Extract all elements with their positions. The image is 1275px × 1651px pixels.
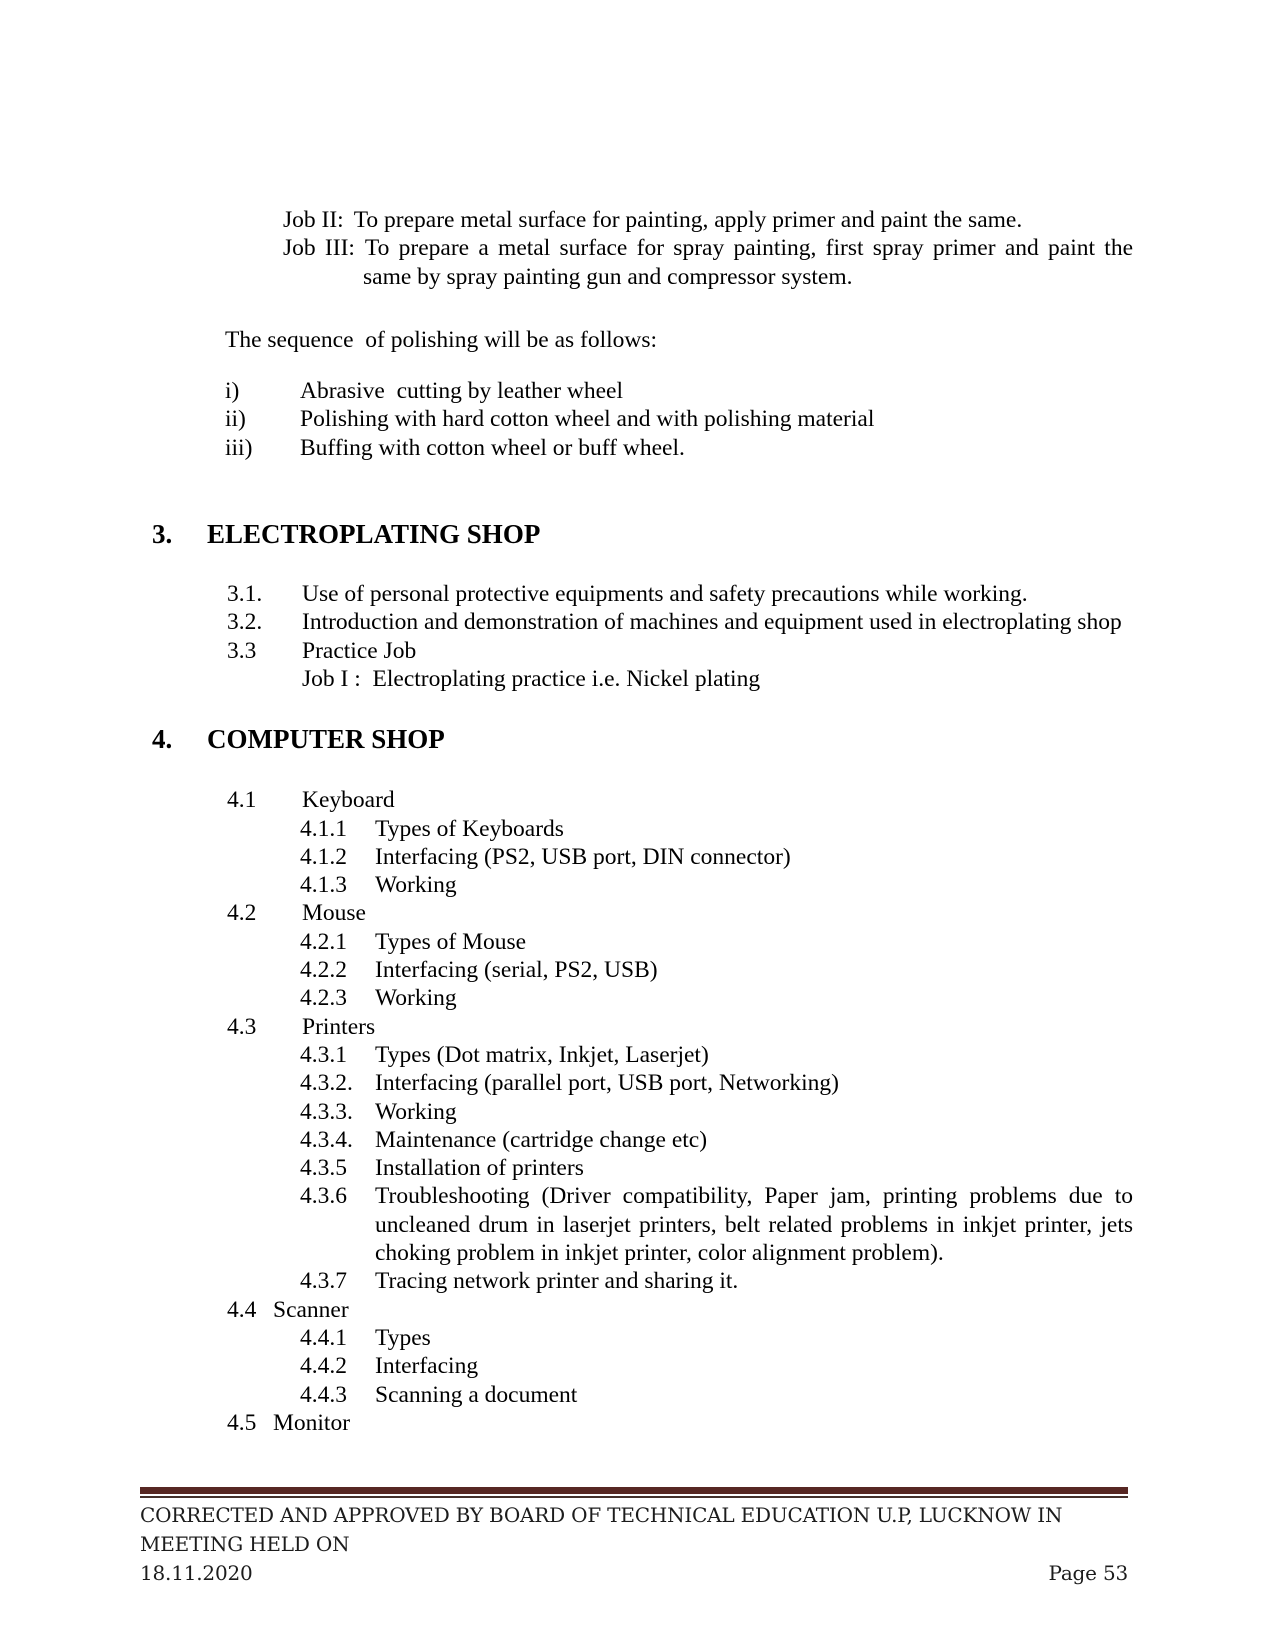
section-heading — [152, 724, 1133, 754]
item-text: Working — [375, 1098, 457, 1125]
syllabus-item — [300, 815, 1133, 843]
syllabus-item — [300, 1352, 1133, 1380]
page-content — [140, 0, 1139, 1437]
list-item — [225, 377, 1133, 405]
syllabus-item — [227, 637, 1133, 665]
item-number: 4.3.1 — [300, 1041, 347, 1068]
section-title: COMPUTER SHOP — [207, 724, 445, 755]
page-footer — [140, 1487, 1128, 1588]
footer-divider-rule — [140, 1487, 1128, 1498]
item-text: Types — [375, 1324, 431, 1351]
syllabus-item — [227, 608, 1133, 636]
syllabus-item — [227, 1409, 1133, 1437]
item-number: 4.3.5 — [300, 1155, 347, 1182]
footer-date: 18.11.2020 — [140, 1561, 253, 1585]
job-text: To prepare metal surface for painting, apply primer and paint the same. — [353, 207, 1023, 233]
item-number: 3.1. — [227, 581, 263, 608]
item-number: 4.2.3 — [300, 985, 347, 1012]
item-number: 4.1.3 — [300, 872, 347, 899]
item-text: Types of Keyboards — [375, 815, 564, 842]
footer-approval-text: CORRECTED AND APPROVED BY BOARD OF TECHNICAL EDUCATION U.P, LUCKNOW IN MEETING HELD ON — [140, 1503, 1063, 1556]
syllabus-item — [300, 1381, 1133, 1409]
section-items — [140, 580, 1133, 693]
item-text: Use of personal protective equipments and safety precautions while working. — [302, 581, 1028, 608]
item-text: Scanner — [273, 1296, 349, 1323]
syllabus-item — [300, 956, 1133, 984]
section-title: ELECTROPLATING SHOP — [207, 519, 541, 550]
item-text: Tracing network printer and sharing it. — [375, 1268, 739, 1295]
item-text: Abrasive cutting by leather wheel — [300, 378, 624, 405]
syllabus-item — [300, 1098, 1133, 1126]
item-text: Buffing with cotton wheel or buff wheel. — [300, 434, 685, 461]
syllabus-item — [227, 1013, 1133, 1041]
item-text: Installation of printers — [375, 1155, 584, 1182]
item-number: 4.5 — [227, 1409, 257, 1436]
item-number: 4.2.1 — [300, 928, 347, 955]
item-text: Job I : Electroplating practice i.e. Nickel plating — [302, 665, 761, 692]
syllabus-item — [300, 1154, 1133, 1182]
item-text: Interfacing (PS2, USB port, DIN connector) — [375, 843, 791, 870]
job-list — [283, 206, 1139, 291]
item-text: Working — [375, 872, 457, 899]
job-line — [283, 234, 1139, 291]
item-number: 4.3.7 — [300, 1268, 347, 1295]
footer-page-number: Page 53 — [1048, 1561, 1128, 1585]
item-text: Mouse — [302, 900, 366, 927]
item-number: 4.3.3. — [300, 1098, 353, 1125]
section-heading — [152, 519, 1133, 549]
item-text: Types (Dot matrix, Inkjet, Laserjet) — [375, 1041, 709, 1068]
job-text: To prepare a metal surface for spray painting, first spray primer and paint the same by spray painting gun and compressor system. — [363, 235, 1139, 290]
polishing-steps — [140, 377, 1133, 462]
item-number: 4.2 — [227, 900, 257, 927]
item-number: 4.4.2 — [300, 1353, 347, 1380]
item-text: Polishing with hard cotton wheel and with polishing material — [300, 406, 875, 433]
job-label: Job II: — [283, 207, 344, 233]
footer-second-line — [140, 1559, 1128, 1588]
item-number: 4.4.1 — [300, 1324, 347, 1351]
item-number: 4.3.6 — [300, 1183, 347, 1210]
job-label: Job III: — [283, 235, 355, 262]
syllabus-item — [300, 1182, 1139, 1267]
item-text: Introduction and demonstration of machines and equipment used in electroplating shop — [302, 609, 1122, 636]
syllabus-item — [300, 984, 1133, 1012]
item-number: 4.1.2 — [300, 843, 347, 870]
syllabus-item — [300, 1069, 1133, 1097]
item-number: 4.1.1 — [300, 815, 347, 842]
syllabus-item — [227, 580, 1133, 608]
item-text: Working — [375, 985, 457, 1012]
item-number: 4.4 — [227, 1296, 257, 1323]
syllabus-item — [300, 1267, 1133, 1295]
item-number: 3.3 — [227, 637, 257, 664]
section-items — [140, 786, 1139, 1437]
syllabus-item — [300, 1126, 1133, 1154]
section-number: 4. — [152, 724, 173, 755]
syllabus-item — [300, 871, 1133, 899]
item-text: Keyboard — [302, 787, 395, 814]
list-item — [225, 405, 1133, 433]
item-number: 4.1 — [227, 787, 257, 814]
item-text: Troubleshooting (Driver compatibility, Paper jam, printing problems due to uncleaned drum in laserjet printers, belt related problems in inkjet printer, jets choking problem in inkjet printer, color alignment problem). — [375, 1183, 1139, 1267]
item-text: Scanning a document — [375, 1381, 578, 1408]
sequence-intro: The sequence of polishing will be as follows: — [225, 326, 658, 353]
item-marker: i) — [225, 378, 240, 405]
syllabus-item — [300, 1324, 1133, 1352]
item-text: Interfacing (parallel port, USB port, Networking) — [375, 1070, 839, 1097]
list-item — [225, 434, 1133, 462]
item-text: Interfacing — [375, 1353, 479, 1380]
item-marker: ii) — [225, 406, 246, 433]
item-number: 4.2.2 — [300, 957, 347, 984]
section-number: 3. — [152, 519, 173, 550]
syllabus-item — [300, 1041, 1133, 1069]
item-number: 4.3 — [227, 1013, 257, 1040]
item-text: Practice Job — [302, 637, 417, 664]
item-text: Printers — [302, 1013, 376, 1040]
item-text: Interfacing (serial, PS2, USB) — [375, 957, 658, 984]
syllabus-item — [300, 843, 1133, 871]
item-number: 4.3.4. — [300, 1126, 353, 1153]
item-number: 4.4.3 — [300, 1381, 347, 1408]
syllabus-item — [227, 786, 1133, 814]
job-line — [283, 206, 1133, 234]
item-text: Types of Mouse — [375, 928, 527, 955]
item-text: Maintenance (cartridge change etc) — [375, 1126, 708, 1153]
syllabus-item — [227, 1296, 1133, 1324]
item-marker: iii) — [225, 434, 253, 461]
item-number: 3.2. — [227, 609, 263, 636]
syllabus-item — [227, 899, 1133, 927]
item-number: 4.3.2. — [300, 1070, 353, 1097]
item-text: Monitor — [273, 1409, 351, 1436]
syllabus-item — [227, 665, 1133, 693]
footer-text-block — [140, 1501, 1128, 1588]
syllabus-item — [300, 928, 1133, 956]
